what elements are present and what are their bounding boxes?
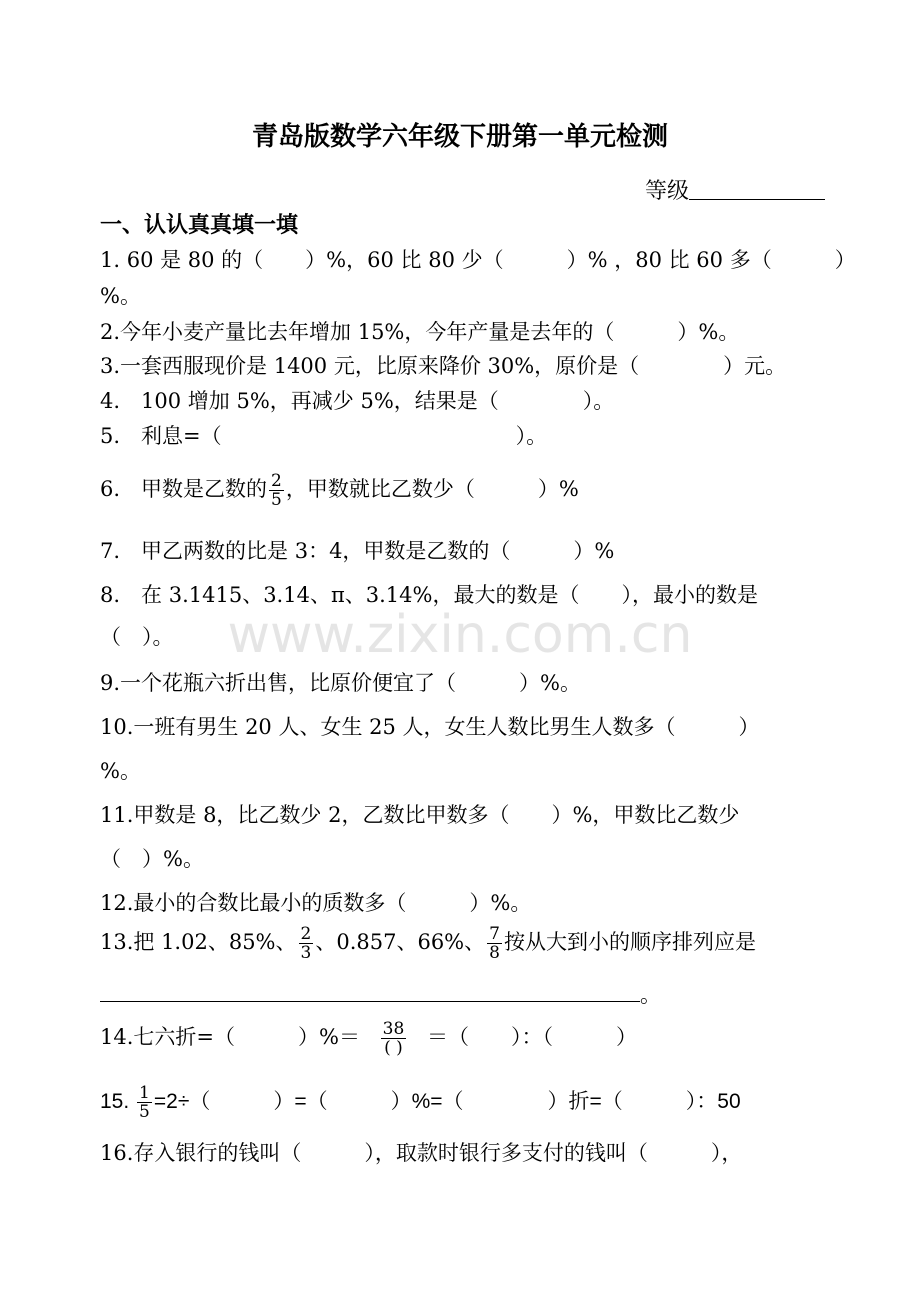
section-heading: 一、认认真真填一填 bbox=[100, 213, 299, 238]
question-15: 15. $\frac{1}{5}$ =2÷（ ）=（ ）%=（ ）折=（ ）：50 bbox=[100, 1083, 741, 1122]
question-9: 9.一个花瓶六折出售，比原价便宜了（ ）%。 bbox=[100, 671, 581, 695]
fraction-two-fifths: $\frac{2}{5}$ bbox=[271, 471, 282, 510]
fraction-seven-eighths: $\frac{7}{8}$ bbox=[489, 924, 500, 963]
question-1-line2: %。 bbox=[100, 284, 141, 308]
watermark: www.zixin.com.cn bbox=[227, 605, 693, 665]
question-12: 12.最小的合数比最小的质数多（ ）%。 bbox=[100, 891, 532, 915]
question-11-line2: （ ）%。 bbox=[100, 847, 204, 871]
question-5: 5. 利息=（ ）。 bbox=[100, 424, 548, 448]
question-11-line1: 11.甲数是 8，比乙数少 2，乙数比甲数多（ ）%，甲数比乙数少 bbox=[100, 803, 740, 827]
question-16: 16.存入银行的钱叫（ ），取款时银行多支付的钱叫（ ）， bbox=[100, 1141, 743, 1165]
question-2: 2.今年小麦产量比去年增加 15%，今年产量是去年的（ ）%。 bbox=[100, 320, 740, 344]
question-13: 13.把 1.02、85%、 $\frac{2}{3}$ 、0.857、66%、 $\frac{7}{8}$ 按从大到小的顺序排列应是 bbox=[100, 924, 756, 963]
grade-field bbox=[645, 174, 825, 205]
question-6-text: 6. 甲数是乙数的 bbox=[100, 477, 268, 501]
page-title: 青岛版数学六年级下册第一单元检测 bbox=[251, 122, 668, 152]
question-6-text-end: ，甲数就比乙数少（ ）% bbox=[285, 477, 579, 501]
question-8-line1: 8. 在 3.1415、3.14、π、3.14%，最大的数是（ ），最小的数是 bbox=[100, 583, 758, 607]
grade-label: 等级 bbox=[645, 179, 690, 204]
answer-blank[interactable] bbox=[100, 983, 640, 1002]
question-3: 3.一套西服现价是 1400 元，比原来降价 30%，原价是（ ）元。 bbox=[100, 354, 787, 378]
question-4: 4. 100 增加 5%，再减少 5%，结果是（ ）。 bbox=[100, 389, 615, 413]
fraction-one-fifth: $\frac{1}{5}$ bbox=[139, 1083, 150, 1122]
question-6 bbox=[100, 472, 579, 509]
question-14: 14.七六折=（ ）%＝ $\frac{38}{( )}$ ＝（ ）：（ ） bbox=[100, 1019, 637, 1058]
question-10-line1: 10.一班有男生 20 人、女生 25 人，女生人数比男生人数多（ ） bbox=[100, 715, 760, 739]
question-1-line1: 1. 60 是 80 的（ ）%，60 比 80 少（ ）% ，80 比 60 多（ ） bbox=[100, 248, 856, 272]
fraction-38-over-blank: $\frac{38}{( )}$ bbox=[382, 1019, 405, 1058]
fraction-two-thirds: $\frac{2}{3}$ bbox=[300, 924, 312, 963]
question-7: 7. 甲乙两数的比是 3：4，甲数是乙数的（ ）% bbox=[100, 539, 615, 563]
question-13-answer-line: 。 bbox=[100, 982, 661, 1008]
question-10-line2: %。 bbox=[100, 759, 141, 783]
question-8-line2: （ ）。 bbox=[100, 625, 174, 649]
grade-blank[interactable] bbox=[689, 177, 825, 200]
